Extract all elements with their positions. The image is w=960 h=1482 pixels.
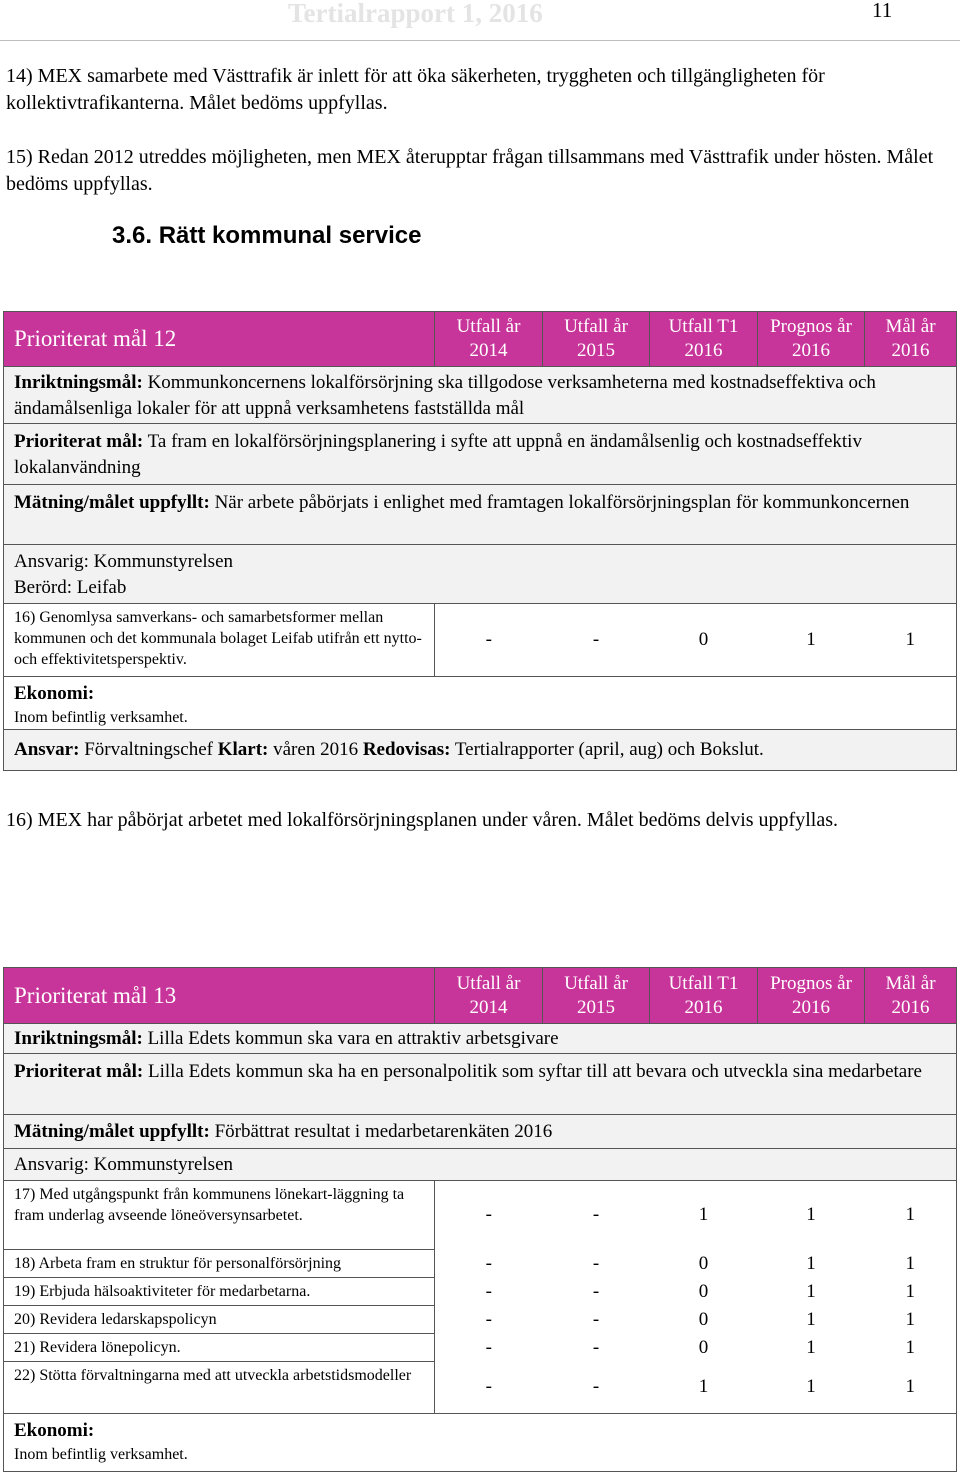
value-cell: - xyxy=(435,1306,543,1334)
klart-label: Klart: xyxy=(217,739,269,760)
paragraph-15: 15) Redan 2012 utreddes möjligheten, men MEX återupptar frågan tillsammans med Västtrafik under hösten. Målet bedöms uppfyllas. xyxy=(6,146,934,195)
value-cell: 1 xyxy=(865,1181,957,1250)
goal-13-table xyxy=(3,967,957,1472)
value-cell: 1 xyxy=(758,1278,865,1306)
value-cell: 0 xyxy=(650,1306,758,1334)
prio-text: Lilla Edets kommun ska ha en personalpolitik som syftar till att bevara och utveckla sina medarbetare xyxy=(143,1061,922,1082)
value-cell: - xyxy=(435,1362,543,1414)
value-cell: - xyxy=(543,604,650,677)
value-cell: 1 xyxy=(758,1362,865,1414)
matning-text: När arbete påbörjats i enlighet med framtagen lokalförsörjningsplan för kommunkoncernen xyxy=(209,492,910,513)
goal-12-title: Prioriterat mål 12 xyxy=(4,312,435,367)
redovisas-text: Tertialrapporter (april, aug) och Bokslut. xyxy=(450,739,764,760)
value-cell: 0 xyxy=(650,1250,758,1278)
column-header: Utfall år 2015 xyxy=(543,312,650,367)
ekonomi-text: Inom befintlig verksamhet. xyxy=(14,709,188,726)
value-cell: 0 xyxy=(650,1334,758,1362)
value-cell: 1 xyxy=(650,1362,758,1414)
ansvarig: Ansvarig: Kommunstyrelsen xyxy=(14,551,234,572)
value-cell: - xyxy=(543,1362,650,1414)
value-cell: - xyxy=(543,1278,650,1306)
column-header: Mål år 2016 xyxy=(865,312,957,367)
ekonomi xyxy=(4,677,957,730)
value-cell: 1 xyxy=(865,1334,957,1362)
ansvar-label: Ansvar: xyxy=(14,739,80,760)
activity-21: 21) Revidera lönepolicyn. xyxy=(4,1334,435,1362)
value-cell: - xyxy=(435,1334,543,1362)
ansvar-row xyxy=(4,730,957,771)
activity-20: 20) Revidera ledarskapspolicyn xyxy=(4,1306,435,1334)
inriktningsmal xyxy=(4,367,957,424)
prioriterat-mal xyxy=(4,1054,957,1115)
value-cell: - xyxy=(543,1181,650,1250)
column-header: Prognos år 2016 xyxy=(758,312,865,367)
prio-label: Prioriterat mål: xyxy=(14,431,144,452)
value-cell: 1 xyxy=(865,1362,957,1414)
column-header: Utfall år 2015 xyxy=(543,968,650,1024)
value-cell: - xyxy=(435,1278,543,1306)
goal-12-table xyxy=(3,311,957,771)
column-header: Utfall år 2014 xyxy=(435,968,543,1024)
paragraph-14: 14) MEX samarbete med Västtrafik är inlett för att öka säkerheten, tryggheten och tillgängligheten för kollektivtrafikanterna. Målet bedöms uppfyllas. xyxy=(6,65,825,114)
matning xyxy=(4,1115,957,1149)
activity-19: 19) Erbjuda hälsoaktiviteter för medarbetarna. xyxy=(4,1278,435,1306)
matning-label: Mätning/målet uppfyllt: xyxy=(14,492,210,513)
value-cell: - xyxy=(435,604,543,677)
page-header-title: Tertialrapport 1, 2016 xyxy=(288,0,543,28)
activity-22: 22) Stötta förvaltningarna med att utveckla arbetstidsmodeller xyxy=(4,1362,435,1414)
inriktning-label: Inriktningsmål: xyxy=(14,1028,143,1049)
inriktning-text: Lilla Edets kommun ska vara en attraktiv arbetsgivare xyxy=(142,1028,559,1049)
matning-text: Förbättrat resultat i medarbetarenkäten 2016 xyxy=(209,1121,553,1142)
value-cell: 1 xyxy=(865,1306,957,1334)
value-cell: 1 xyxy=(758,1250,865,1278)
value-cell: 1 xyxy=(865,1250,957,1278)
prio-text: Ta fram en lokalförsörjningsplanering i syfte att uppnå en ändamålsenlig och kostnadseffektiv lokalanvändning xyxy=(14,431,862,478)
value-cell: 1 xyxy=(865,1278,957,1306)
activity-16: 16) Genomlysa samverkans- och samarbetsformer mellan kommunen och det kommunala bolaget Leifab utifrån ett nytto- och effektivitetsperspektiv. xyxy=(4,604,435,677)
value-cell: 1 xyxy=(758,1334,865,1362)
paragraph-16: 16) MEX har påbörjat arbetet med lokalförsörjningsplanen under våren. Målet bedöms delvis uppfyllas. xyxy=(6,809,838,831)
value-cell: - xyxy=(435,1181,543,1250)
ekonomi-label: Ekonomi: xyxy=(14,1420,95,1441)
value-cell: 0 xyxy=(650,1278,758,1306)
ekonomi-label: Ekonomi: xyxy=(14,683,95,704)
redovisas-label: Redovisas: xyxy=(362,739,451,760)
ekonomi-text: Inom befintlig verksamhet. xyxy=(14,1446,188,1463)
ansvarig-berord xyxy=(4,545,957,604)
value-cell: 1 xyxy=(758,1181,865,1250)
value-cell: - xyxy=(435,1250,543,1278)
value-cell: - xyxy=(543,1334,650,1362)
value-cell: - xyxy=(543,1306,650,1334)
value-cell: 1 xyxy=(758,1306,865,1334)
column-header: Utfall år 2014 xyxy=(435,312,543,367)
ansvarig-text: Ansvarig: Kommunstyrelsen xyxy=(14,1154,234,1175)
activity-18: 18) Arbeta fram en struktur för personalförsörjning xyxy=(4,1250,435,1278)
goal-13-title: Prioriterat mål 13 xyxy=(4,968,435,1024)
prio-label: Prioriterat mål: xyxy=(14,1061,144,1082)
inriktning-label: Inriktningsmål: xyxy=(14,372,143,393)
column-header: Mål år 2016 xyxy=(865,968,957,1024)
ansvar-text: Förvaltningschef xyxy=(79,739,218,760)
value-cell: 1 xyxy=(758,604,865,677)
header-divider xyxy=(0,40,960,41)
activity-17: 17) Med utgångspunkt från kommunens lönekart-läggning ta fram underlag avseende löneöversynsarbetet. xyxy=(4,1181,435,1250)
value-cell: - xyxy=(543,1250,650,1278)
matning xyxy=(4,485,957,545)
column-header: Utfall T1 2016 xyxy=(650,968,758,1024)
column-header: Prognos år 2016 xyxy=(758,968,865,1024)
page-number: 11 xyxy=(872,0,893,22)
klart-text: våren 2016 xyxy=(268,739,363,760)
inriktningsmal xyxy=(4,1024,957,1054)
value-cell: 1 xyxy=(865,604,957,677)
matning-label: Mätning/målet uppfyllt: xyxy=(14,1121,210,1142)
inriktning-text: Kommunkoncernens lokalförsörjning ska tillgodose verksamheterna med kostnadseffektiva och ändamålsenliga lokaler för att uppnå verksamhetens fastställda mål xyxy=(14,372,876,419)
value-cell: 0 xyxy=(650,604,758,677)
column-header: Utfall T1 2016 xyxy=(650,312,758,367)
section-title: 3.6. Rätt kommunal service xyxy=(112,222,422,249)
prioriterat-mal xyxy=(4,424,957,485)
berord: Berörd: Leifab xyxy=(14,577,127,598)
ekonomi xyxy=(4,1414,957,1472)
ansvarig xyxy=(4,1149,957,1181)
value-cell: 1 xyxy=(650,1181,758,1250)
